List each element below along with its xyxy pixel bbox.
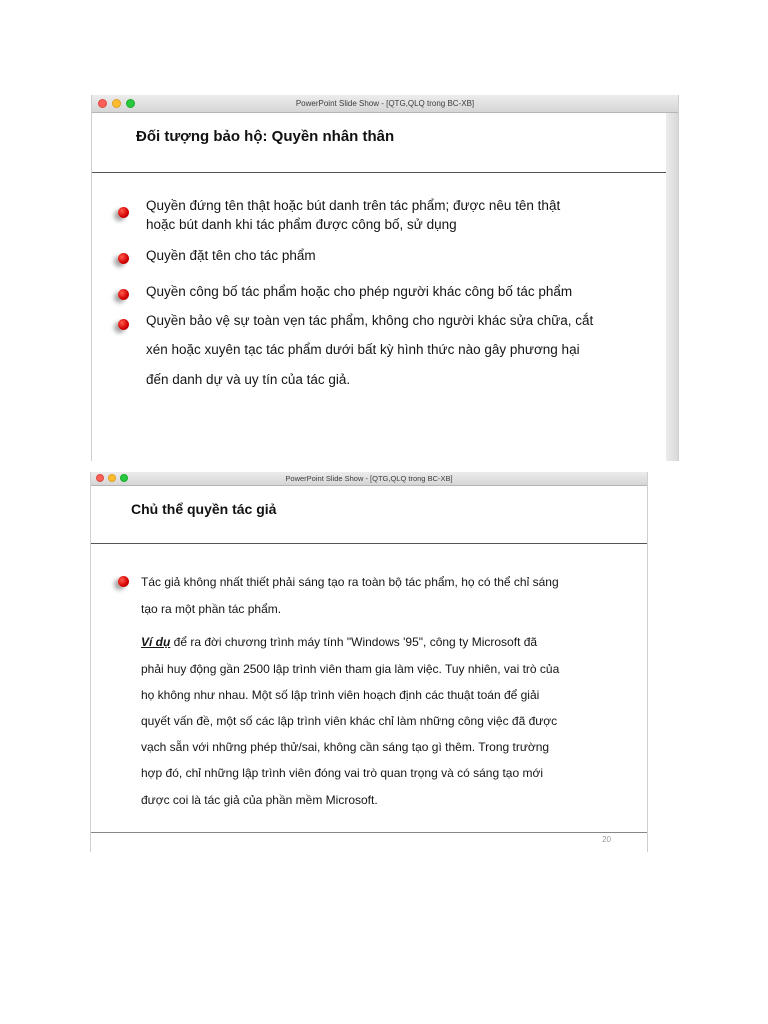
bullet-text: hoặc bút danh khi tác phẩm được công bố, sử dụng [146, 217, 457, 232]
footer-divider [91, 832, 647, 833]
bullet-text: Tác giả không nhất thiết phải sáng tạo ra toàn bộ tác phẩm, họ có thể chỉ sáng [141, 575, 559, 589]
close-button[interactable] [96, 474, 104, 482]
heading-divider [91, 543, 647, 544]
bullet-text: Quyền bảo vệ sự toàn vẹn tác phẩm, không cho người khác sửa chữa, cắt [146, 313, 594, 328]
zoom-button[interactable] [126, 99, 135, 108]
bullet-text: Quyền đứng tên thật hoặc bút danh trên tác phẩm; được nêu tên thật [146, 198, 561, 213]
bullet-text: Quyền đặt tên cho tác phẩm [146, 248, 316, 263]
example-line: vạch sẵn với những phép thử/sai, không cần sáng tạo gì thêm. Trong trường [141, 740, 550, 754]
title-bar [92, 95, 678, 113]
example-line: phải huy động gần 2500 lập trình viên tham gia làm việc. Tuy nhiên, vai trò của [141, 662, 560, 676]
page-number: 20 [602, 835, 611, 844]
example-text: để ra đời chương trình máy tính "Windows '95", công ty Microsoft đã [170, 635, 538, 649]
zoom-button[interactable] [120, 474, 128, 482]
bullet-icon [118, 576, 129, 587]
bullet-text: đến danh dự và uy tín của tác giả. [146, 372, 351, 387]
minimize-button[interactable] [112, 99, 121, 108]
bullet-text: tạo ra một phần tác phẩm. [141, 602, 282, 616]
bullet-icon [118, 319, 129, 330]
heading-divider [92, 172, 666, 173]
slide-window-2 [90, 472, 648, 852]
example-line: hợp đó, chỉ những lập trình viên đóng vai trò quan trọng và có sáng tạo mới [141, 766, 544, 780]
close-button[interactable] [98, 99, 107, 108]
example-line: họ không như nhau. Một số lập trình viên hoạch định các thuật toán để giải [141, 688, 540, 702]
window-controls [98, 99, 135, 108]
slide-window-1 [91, 95, 679, 461]
slide-heading: Chủ thể quyền tác giả [131, 501, 277, 517]
example-line: quyết vấn đề, một số các lập trình viên khác chỉ làm những công việc đã được [141, 714, 558, 728]
bullet-icon [118, 289, 129, 300]
bullet-text: xén hoặc xuyên tạc tác phẩm dưới bất kỳ hình thức nào gây phương hại [146, 342, 580, 357]
window-title: PowerPoint Slide Show - [QTG,QLQ trong BC-XB] [295, 99, 475, 108]
bullet-icon [118, 253, 129, 264]
minimize-button[interactable] [108, 474, 116, 482]
example-line [141, 633, 537, 652]
window-title: PowerPoint Slide Show - [QTG,QLQ trong BC-XB] [285, 474, 453, 483]
bullet-text: Quyền công bố tác phẩm hoặc cho phép người khác công bố tác phẩm [146, 284, 573, 299]
example-label: Ví dụ [141, 635, 171, 649]
title-bar [91, 472, 647, 486]
example-line: được coi là tác giả của phần mềm Microsoft. [141, 793, 378, 807]
bullet-icon [118, 207, 129, 218]
window-controls [96, 474, 128, 482]
slide-heading: Đối tượng bảo hộ: Quyền nhân thân [136, 128, 395, 145]
